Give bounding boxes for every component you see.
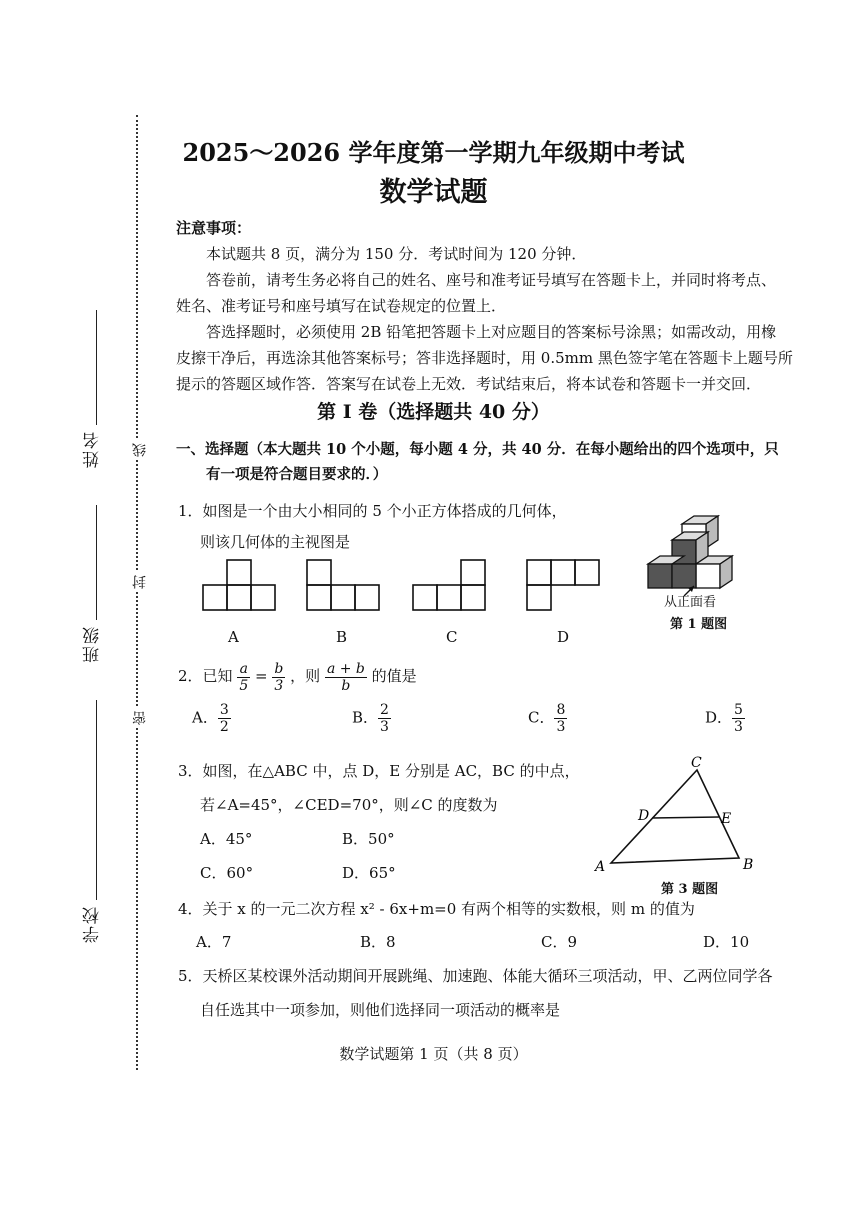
part-intro-b: 有一项是符合题目要求的．） <box>206 466 388 483</box>
binding-dotted-line <box>136 115 138 1070</box>
q3-line1: 3．如图，在△ABC 中，点 D，E 分别是 AC，BC 的中点， <box>178 762 580 780</box>
section-title: 第 I 卷（选择题共 40 分） <box>317 401 550 423</box>
q1-option-d-figure <box>527 560 599 610</box>
q1-line1: 1．如图是一个由大小相同的 5 个小正方体搭成的几何体， <box>178 502 567 520</box>
school-label: 学校 <box>83 905 103 943</box>
q2-mid: ，则 <box>290 667 321 685</box>
q3-triangle-figure <box>585 755 765 875</box>
q3-line2: 若∠A=45°，∠CED=70°，则∠C 的度数为 <box>200 796 498 814</box>
q2-prefix: 2．已知 <box>178 667 233 685</box>
q3-option-b: B．50° <box>342 830 395 848</box>
q3-point-a: A <box>595 859 606 875</box>
q5-line1: 5．天桥区某校课外活动期间开展跳绳、加速跑、体能大循环三项活动，甲、乙两位同学各 <box>178 967 773 985</box>
q3-option-d: D．65° <box>342 864 396 882</box>
notice-p1: 本试题共 8 页，满分为 150 分．考试时间为 120 分钟． <box>206 245 587 263</box>
q3-point-e: E <box>721 811 732 827</box>
notice-p2b: 姓名、准考证号和座号填写在试卷规定的位置上． <box>176 297 507 315</box>
name-label: 姓名 <box>83 430 103 468</box>
q1-option-d: D <box>557 628 570 646</box>
q5-line2: 自任选其中一项参加，则他们选择同一项活动的概率是 <box>200 1001 561 1019</box>
notice-heading: 注意事项： <box>176 219 252 237</box>
notice-p2a: 答卷前，请考生务必将自己的姓名、座号和准考证号填写在答题卡上，并同时将考点、 <box>206 271 777 289</box>
q4-line: 4．关于 x 的一元二次方程 x² - 6x+m=0 有两个相等的实数根，则 m 的值为 <box>178 900 695 918</box>
q1-option-c-figure <box>413 560 485 610</box>
q3-figure-caption: 第 3 题图 <box>661 882 719 897</box>
exam-title: 2025～2026 学年度第一学期九年级期中考试 <box>182 138 685 167</box>
q1-option-b: B <box>336 628 348 646</box>
q2-fraction-a-over-5: $\frac{a}{5}$ <box>239 660 249 694</box>
seal-line-mark: 线 <box>130 440 150 460</box>
notice-p3b: 皮擦干净后，再选涂其他答案标号；答非选择题时，用 0.5mm 黑色签字笔在答题卡上题号所 <box>176 349 793 367</box>
q4-option-c: C．9 <box>541 933 578 951</box>
q1-options-figures <box>195 555 615 655</box>
q3-point-b: B <box>743 857 754 873</box>
seal-seal-mark: 封 <box>130 572 150 592</box>
seal-mi-mark: 密 <box>130 708 150 728</box>
q4-option-b: B．8 <box>360 933 396 951</box>
q2-equals: = <box>255 667 268 685</box>
q3-point-c: C <box>691 755 702 771</box>
q1-cube-figure <box>632 512 762 597</box>
q2-stem <box>178 658 417 694</box>
page-footer: 数学试题第 1 页（共 8 页） <box>339 1045 528 1063</box>
q1-option-a-figure <box>203 560 275 610</box>
q3-point-d: D <box>638 808 650 824</box>
q2-option-c: C． $\frac{8}{3}$ <box>528 702 566 735</box>
q2-suffix: 的值是 <box>371 667 417 685</box>
q2-fraction-sum-over-b: $\frac{a + b}{b}$ <box>326 660 365 694</box>
q2-option-d: D． $\frac{5}{3}$ <box>705 702 743 735</box>
q4-option-a: A．7 <box>196 933 232 951</box>
q2-option-a: A． $\frac{3}{2}$ <box>192 702 229 735</box>
q3-option-a: A．45° <box>200 830 253 848</box>
q1-figure-caption: 第 1 题图 <box>670 617 728 632</box>
class-fill-line <box>96 505 97 620</box>
q1-view-label: 从正面看 <box>664 595 717 610</box>
q1-option-b-figure <box>307 560 379 610</box>
q1-option-c: C <box>446 628 458 646</box>
q2-option-b: B． $\frac{2}{3}$ <box>352 702 389 735</box>
q1-option-a: A <box>228 628 239 646</box>
notice-p3c: 提示的答题区域作答．答案写在试卷上无效．考试结束后，将本试卷和答题卡一并交回． <box>176 375 762 393</box>
school-fill-line <box>96 700 97 900</box>
exam-subtitle: 数学试题 <box>379 177 488 208</box>
q3-option-c: C．60° <box>200 864 254 882</box>
part-intro-a: 一、选择题（本大题共 10 个小题，每小题 4 分，共 40 分．在每小题给出的四个选项中，只 <box>176 441 779 458</box>
q2-fraction-b-over-3: $\frac{b}{3}$ <box>274 660 284 694</box>
notice-p3a: 答选择题时，必须使用 2B 铅笔把答题卡上对应题目的答案标号涂黑；如需改动，用橡 <box>206 323 777 341</box>
q4-option-d: D．10 <box>703 933 750 951</box>
class-label: 班级 <box>83 625 103 663</box>
q1-line2: 则该几何体的主视图是 <box>200 533 351 551</box>
